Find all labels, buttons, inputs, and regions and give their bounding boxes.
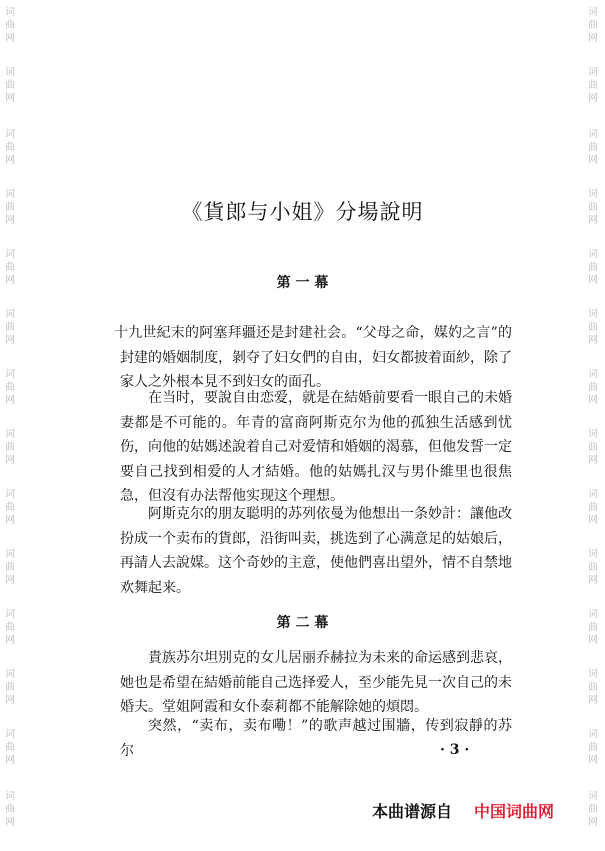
watermark-char: 词 xyxy=(5,429,15,440)
watermark-char: 曲 xyxy=(588,682,598,693)
watermark-char: 网 xyxy=(5,275,15,286)
watermark-column xyxy=(3,308,17,347)
watermark-column xyxy=(3,6,17,45)
watermark-char: 网 xyxy=(5,515,15,526)
watermark-char: 曲 xyxy=(588,20,598,31)
watermark-column xyxy=(586,308,600,347)
watermark-column xyxy=(3,428,17,467)
watermark-char: 网 xyxy=(588,395,598,406)
watermark-char: 词 xyxy=(5,7,15,18)
site-name: 中国词曲网 xyxy=(474,802,555,821)
watermark-char: 曲 xyxy=(588,742,598,753)
watermark-char: 词 xyxy=(5,189,15,200)
watermark-column xyxy=(3,548,17,587)
watermark-char: 曲 xyxy=(5,382,15,393)
watermark-char: 词 xyxy=(588,129,598,140)
watermark-char: 词 xyxy=(588,669,598,680)
watermark-char: 网 xyxy=(5,395,15,406)
watermark-char: 曲 xyxy=(5,502,15,513)
watermark-column xyxy=(3,128,17,167)
watermark-char: 网 xyxy=(5,695,15,706)
watermark-char: 网 xyxy=(588,93,598,104)
watermark-char: 词 xyxy=(5,249,15,260)
watermark-char: 曲 xyxy=(588,622,598,633)
watermark-column xyxy=(3,66,17,105)
watermark-column xyxy=(586,790,600,829)
watermark-column xyxy=(586,66,600,105)
watermark-char: 曲 xyxy=(588,442,598,453)
section-heading-act-1: 第 一 幕 xyxy=(276,275,329,291)
watermark-char: 曲 xyxy=(588,804,598,815)
watermark-column xyxy=(586,488,600,527)
watermark-char: 曲 xyxy=(5,622,15,633)
watermark-char: 词 xyxy=(5,369,15,380)
watermark-char: 网 xyxy=(588,155,598,166)
watermark-column xyxy=(586,548,600,587)
watermark-char: 曲 xyxy=(5,742,15,753)
paragraph: 十九世紀末的阿塞拜疆还是封建社会。“父母之命，媒妁之言”的封建的婚姻制度，剝夺了妇女們的自由，妇女都披着面紗，除了家人之外根本見不到妇女的面孔。 xyxy=(114,325,512,390)
watermark-column xyxy=(3,668,17,707)
watermark-char: 曲 xyxy=(588,80,598,91)
watermark-char: 词 xyxy=(5,791,15,802)
watermark-char: 网 xyxy=(5,455,15,466)
watermark-char: 曲 xyxy=(5,682,15,693)
watermark-char: 曲 xyxy=(588,142,598,153)
watermark-char: 曲 xyxy=(588,502,598,513)
paragraph: 阿斯克尔的朋友聪明的苏列依曼为他想出一条妙計：讓他改扮成一个卖布的貨郎，沿街叫卖，挑选到了心满意足的姑娘后，再請人去說媒。这个奇妙的主意，使他們喜出望外，情不自禁地欢舞起来。 xyxy=(120,506,512,596)
watermark-char: 网 xyxy=(588,635,598,646)
watermark-char: 曲 xyxy=(588,562,598,573)
watermark-char: 曲 xyxy=(588,322,598,333)
watermark-char: 网 xyxy=(588,575,598,586)
watermark-char: 词 xyxy=(5,669,15,680)
watermark-char: 网 xyxy=(588,515,598,526)
source-text: 本曲谱源自 xyxy=(372,802,453,821)
watermark-char: 曲 xyxy=(5,20,15,31)
watermark-char: 词 xyxy=(588,309,598,320)
watermark-char: 网 xyxy=(5,155,15,166)
watermark-char: 词 xyxy=(588,7,598,18)
watermark-char: 网 xyxy=(588,695,598,706)
watermark-char: 曲 xyxy=(5,202,15,213)
watermark-char: 曲 xyxy=(588,262,598,273)
watermark-column xyxy=(586,428,600,467)
watermark-char: 词 xyxy=(588,67,598,78)
source-footer xyxy=(372,799,554,822)
watermark-char: 网 xyxy=(5,817,15,828)
watermark-char: 网 xyxy=(5,335,15,346)
page-number: · 3 · xyxy=(440,742,470,758)
watermark-char: 网 xyxy=(588,215,598,226)
watermark-column xyxy=(586,368,600,407)
watermark-column xyxy=(586,728,600,767)
paragraph: 在当时，要說自由恋爱，就是在結婚前要看一眼自己的未婚妻都是不可能的。年青的富商阿斯克尔为他的孤独生活感到忧伤，向他的姑媽述說着自己对爱情和婚姻的渴慕，但他发誓一定要自己找到相爱的人才結婚。他的姑媽扎汉与男仆維里也很焦急，但沒有办法帮他实现这个理想。 xyxy=(120,390,512,504)
paragraph: 貴族苏尔坦別克的女儿居丽乔赫拉为未来的命运感到悲哀，她也是希望在結婚前能自己选择爱人，至少能先見一次自己的未婚夫。堂姐阿霞和女仆泰莉都不能解除她的煩悶。 xyxy=(120,650,512,715)
watermark-char: 曲 xyxy=(5,562,15,573)
watermark-char: 曲 xyxy=(5,80,15,91)
watermark-char: 词 xyxy=(5,309,15,320)
paragraph: 突然，“卖布，卖布嘞！”的歌声越过围牆，传到寂靜的苏尔 xyxy=(120,718,512,759)
watermark-column xyxy=(586,128,600,167)
watermark-char: 曲 xyxy=(5,442,15,453)
watermark-char: 曲 xyxy=(5,262,15,273)
watermark-column xyxy=(586,668,600,707)
watermark-char: 网 xyxy=(588,817,598,828)
watermark-char: 曲 xyxy=(588,382,598,393)
page-title: 《貨郎与小姐》分場說明 xyxy=(181,200,424,224)
watermark-char: 词 xyxy=(5,129,15,140)
watermark-char: 词 xyxy=(588,249,598,260)
watermark-char: 词 xyxy=(588,489,598,500)
watermark-char: 曲 xyxy=(588,202,598,213)
watermark-char: 网 xyxy=(5,93,15,104)
watermark-char: 词 xyxy=(588,729,598,740)
watermark-char: 网 xyxy=(5,635,15,646)
watermark-char: 词 xyxy=(588,549,598,560)
watermark-char: 网 xyxy=(5,755,15,766)
watermark-char: 网 xyxy=(588,33,598,44)
watermark-char: 曲 xyxy=(5,322,15,333)
watermark-char: 词 xyxy=(588,609,598,620)
watermark-char: 网 xyxy=(588,275,598,286)
watermark-char: 网 xyxy=(588,755,598,766)
watermark-char: 词 xyxy=(588,429,598,440)
watermark-char: 曲 xyxy=(5,142,15,153)
watermark-char: 词 xyxy=(588,791,598,802)
watermark-char: 网 xyxy=(588,455,598,466)
watermark-char: 词 xyxy=(5,549,15,560)
watermark-char: 词 xyxy=(5,489,15,500)
watermark-column xyxy=(3,790,17,829)
watermark-char: 网 xyxy=(5,215,15,226)
watermark-char: 曲 xyxy=(5,804,15,815)
watermark-char: 词 xyxy=(588,369,598,380)
watermark-char: 网 xyxy=(5,33,15,44)
watermark-char: 网 xyxy=(5,575,15,586)
watermark-column xyxy=(3,728,17,767)
watermark-column xyxy=(3,368,17,407)
watermark-char: 网 xyxy=(588,335,598,346)
watermark-char: 词 xyxy=(5,729,15,740)
watermark-char: 词 xyxy=(588,189,598,200)
watermark-column xyxy=(586,6,600,45)
watermark-column xyxy=(3,488,17,527)
section-heading-act-2: 第 二 幕 xyxy=(276,615,329,631)
watermark-char: 词 xyxy=(5,67,15,78)
watermark-char: 词 xyxy=(5,609,15,620)
